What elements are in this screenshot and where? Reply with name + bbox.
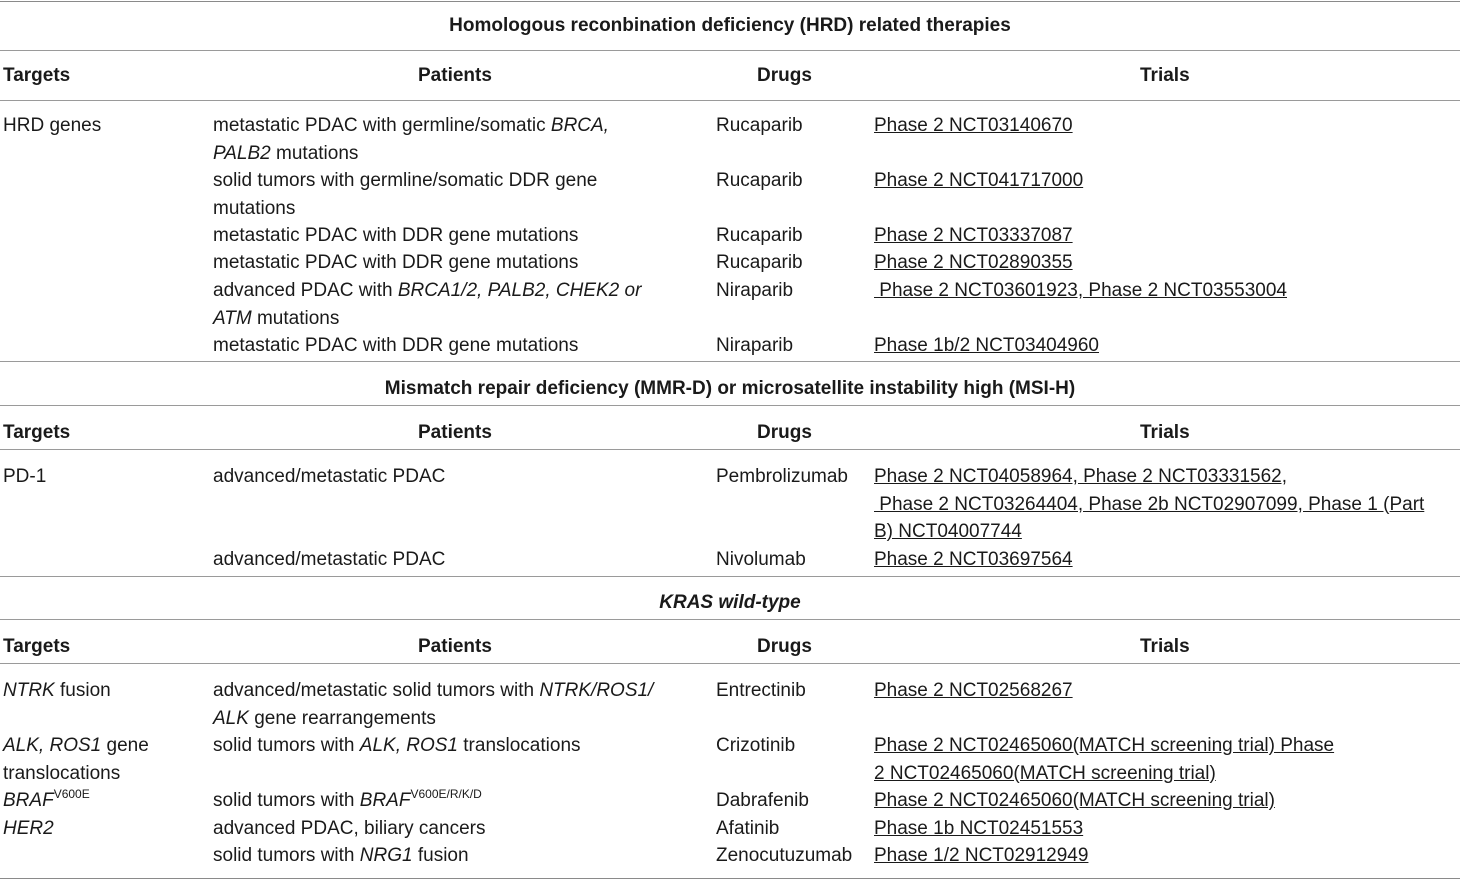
header-trials: Trials (1140, 636, 1190, 657)
trial-link[interactable]: Phase 2 NCT03697564 (874, 549, 1073, 570)
drug-cell: Entrectinib (716, 680, 806, 701)
trial-link[interactable]: Phase 2 NCT03337087 (874, 225, 1073, 246)
header-drugs: Drugs (757, 422, 812, 443)
trial-link[interactable]: Phase 2 NCT041717000 (874, 170, 1084, 191)
trial-link[interactable]: Phase 2 NCT02890355 (874, 252, 1073, 273)
header-drugs: Drugs (757, 65, 812, 86)
drug-cell: Pembrolizumab (716, 466, 848, 487)
header-trials: Trials (1140, 422, 1190, 443)
header-patients: Patients (418, 422, 492, 443)
trial-link[interactable]: Phase 2 NCT02568267 (874, 680, 1073, 701)
drug-cell: Niraparib (716, 280, 794, 301)
rule (0, 619, 1460, 620)
target-cell: PD-1 (3, 466, 47, 487)
target-cell: $BRAF^{V600E}$ (3, 786, 90, 811)
target-cell: NTRK fusion (3, 680, 111, 701)
rule (0, 576, 1460, 577)
drug-cell: Crizotinib (716, 735, 796, 756)
drug-cell: Nivolumab (716, 549, 806, 570)
target-cell: ALK, ROS1 gene translocations (3, 735, 149, 784)
trial-link[interactable]: Phase 2 NCT03140670 (874, 115, 1073, 136)
patients-cell: metastatic PDAC with DDR gene mutations (213, 225, 579, 246)
patients-cell: metastatic PDAC with DDR gene mutations (213, 252, 579, 273)
header-patients: Patients (418, 65, 492, 86)
rule (0, 361, 1460, 362)
trial-link[interactable]: Phase 2 NCT03601923, Phase 2 NCT03553004 (874, 280, 1287, 301)
patients-cell: advanced/metastatic solid tumors with NTRK/ROS1/ ALK gene rearrangements (213, 680, 654, 729)
patients-cell: solid tumors with NRG1 fusion (213, 845, 469, 866)
drug-cell: Rucaparib (716, 115, 803, 136)
target-cell: HER2 (3, 818, 54, 839)
bottom-rule (0, 878, 1460, 879)
patients-cell: metastatic PDAC with germline/somatic BRCA, PALB2 mutations (213, 115, 609, 164)
rule (0, 663, 1460, 664)
header-targets: Targets (3, 422, 71, 443)
drug-cell: Afatinib (716, 818, 780, 839)
patients-cell: advanced PDAC, biliary cancers (213, 818, 486, 839)
patients-cell: solid tumors with germline/somatic DDR gene mutations (213, 170, 598, 219)
rule (0, 449, 1460, 450)
trial-link[interactable]: Phase 1/2 NCT02912949 (874, 845, 1089, 866)
drug-cell: Zenocutuzumab (716, 845, 853, 866)
header-trials: Trials (1140, 65, 1190, 86)
trial-link[interactable]: Phase 2 NCT04058964, Phase 2 NCT03331562, Phase 2 NCT03264404, Phase 2b NCT02907099, Phase 1 (Part B) NCT04007744 (874, 466, 1425, 542)
trial-link[interactable]: Phase 2 NCT02465060(MATCH screening trial) Phase 2 NCT02465060(MATCH screening trial) (874, 735, 1335, 784)
patients-cell: solid tumors with ALK, ROS1 translocations (213, 735, 581, 756)
section-title-hrd: Homologous reconbination deficiency (HRD) related therapies (449, 15, 1011, 36)
section-title-kras: KRAS wild-type (659, 592, 801, 613)
header-targets: Targets (3, 636, 71, 657)
patients-cell: solid tumors with $BRAF^{V600E/R/K/D}$ (213, 786, 482, 811)
trial-link[interactable]: Phase 2 NCT02465060(MATCH screening trial) (874, 790, 1275, 811)
patients-cell: metastatic PDAC with DDR gene mutations (213, 335, 579, 356)
trial-link[interactable]: Phase 1b NCT02451553 (874, 818, 1084, 839)
drug-cell: Rucaparib (716, 170, 803, 191)
trial-link[interactable]: Phase 1b/2 NCT03404960 (874, 335, 1099, 356)
top-rule (0, 1, 1460, 2)
rule (0, 405, 1460, 406)
patients-cell: advanced PDAC with BRCA1/2, PALB2, CHEK2 or ATM mutations (213, 280, 642, 329)
header-targets: Targets (3, 65, 71, 86)
target-cell: HRD genes (3, 115, 102, 136)
drug-cell: Dabrafenib (716, 790, 809, 811)
drug-cell: Rucaparib (716, 252, 803, 273)
drug-cell: Rucaparib (716, 225, 803, 246)
rule (0, 100, 1460, 101)
header-patients: Patients (418, 636, 492, 657)
drug-cell: Niraparib (716, 335, 794, 356)
patients-cell: advanced/metastatic PDAC (213, 549, 446, 570)
rule (0, 50, 1460, 51)
patients-cell: advanced/metastatic PDAC (213, 466, 446, 487)
header-drugs: Drugs (757, 636, 812, 657)
section-title-mmr: Mismatch repair deficiency (MMR-D) or microsatellite instability high (MSI-H) (384, 378, 1076, 399)
